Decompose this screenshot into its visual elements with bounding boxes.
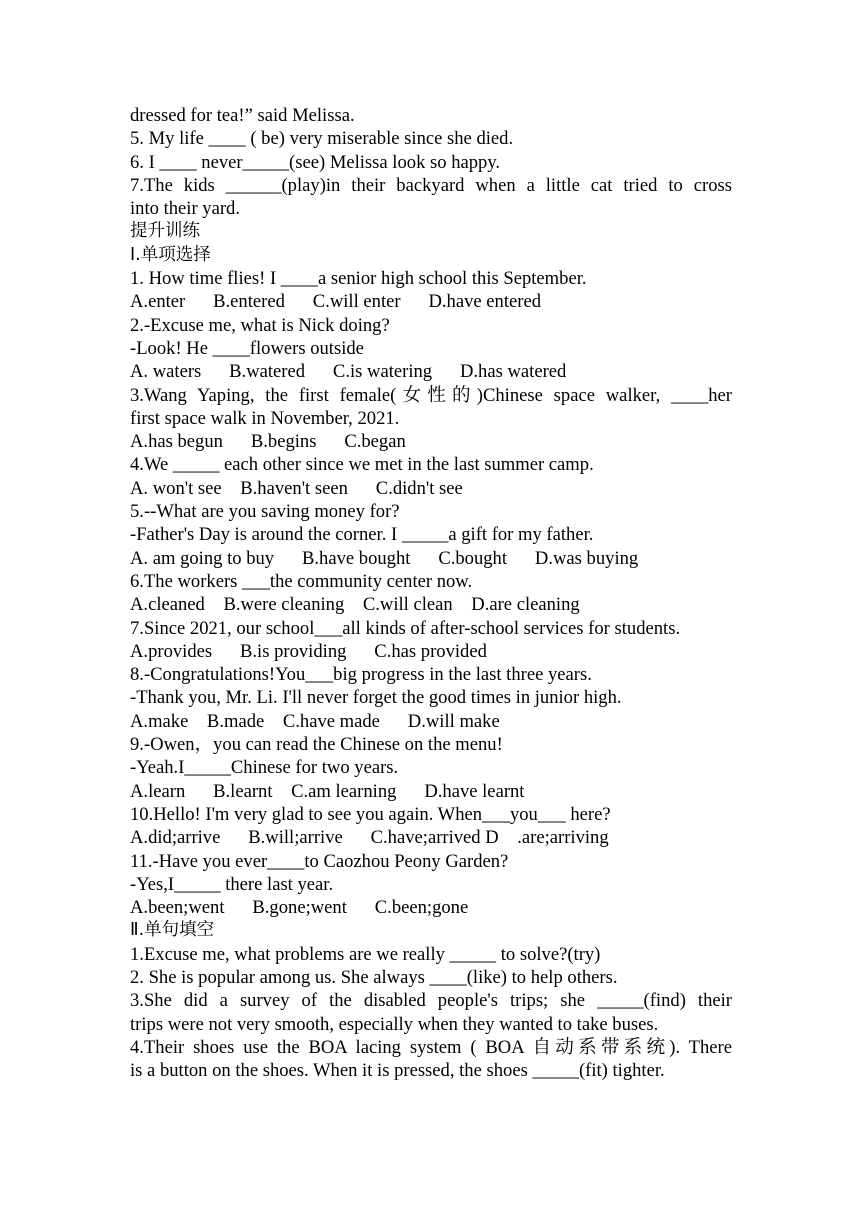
question-text: is a button on the shoes. When it is pressed, the shoes _____(fit) tighter. — [130, 1060, 665, 1082]
text-line: dressed for tea!” said Melissa. — [130, 105, 355, 126]
answer-options: A. won't see B.haven't seen C.didn't see — [130, 477, 463, 499]
question-text: 3.She did a survey of the disabled people's trips; she _____(find) their — [130, 990, 732, 1012]
answer-options: A.has begun B.begins C.began — [130, 431, 406, 453]
text-line: 5. My life ____ ( be) very miserable since she died. — [130, 128, 514, 150]
answer-options: A.did;arrive B.will;arrive C.have;arrived D .are;arriving — [130, 827, 609, 849]
question-text: 1.Excuse me, what problems are we really _____ to solve?(try) — [130, 943, 601, 965]
section-heading: 提升训练 — [130, 221, 200, 242]
answer-options: A.learn B.learnt C.am learning D.have learnt — [130, 780, 525, 802]
question-text: -Thank you, Mr. Li. I'll never forget the good times in junior high. — [130, 687, 622, 709]
text-line: 6. I ____ never_____(see) Melissa look so happy. — [130, 151, 501, 173]
question-text: 9.-Owen，you can read the Chinese on the menu! — [130, 734, 503, 756]
question-text: 10.Hello! I'm very glad to see you again. When___you___ here? — [130, 803, 611, 825]
answer-options: A. am going to buy B.have bought C.bought D.was buying — [130, 547, 639, 569]
answer-options: A.been;went B.gone;went C.been;gone — [130, 897, 469, 919]
question-text: first space walk in November, 2021. — [130, 407, 400, 429]
question-text: -Father's Day is around the corner. I _____a gift for my father. — [130, 524, 594, 546]
question-text: 2.-Excuse me, what is Nick doing? — [130, 314, 390, 336]
answer-options: A. waters B.watered C.is watering D.has watered — [130, 361, 567, 383]
question-text: 1. How time flies! I ____a senior high school this September. — [130, 268, 587, 290]
question-text: 8.-Congratulations!You___big progress in the last three years. — [130, 664, 592, 686]
document-page — [130, 104, 732, 1082]
section-heading: Ⅱ.单句填空 — [130, 920, 215, 941]
question-text: 6.The workers ___the community center now. — [130, 570, 473, 592]
answer-options: A.provides B.is providing C.has provided — [130, 640, 487, 662]
question-text: 2. She is popular among us. She always ____(like) to help others. — [130, 966, 618, 988]
answer-options: A.make B.made C.have made D.will make — [130, 710, 500, 732]
section-heading: Ⅰ.单项选择 — [130, 244, 211, 265]
answer-options: A.enter B.entered C.will enter D.have entered — [130, 291, 541, 313]
question-text: -Look! He ____flowers outside — [130, 337, 364, 359]
question-text: 7.Since 2021, our school___all kinds of after-school services for students. — [130, 617, 681, 639]
question-text: -Yes,I_____ there last year. — [130, 873, 334, 895]
answer-options: A.cleaned B.were cleaning C.will clean D.are cleaning — [130, 594, 580, 616]
question-text: 4.We _____ each other since we met in the last summer camp. — [130, 454, 594, 476]
question-text: 4.Their shoes use the BOA lacing system ( BOA 自动系带系统). There — [130, 1036, 732, 1058]
question-text: trips were not very smooth, especially when they wanted to take buses. — [130, 1013, 659, 1035]
question-text: -Yeah.I_____Chinese for two years. — [130, 757, 399, 779]
question-text: 11.-Have you ever____to Caozhou Peony Garden? — [130, 850, 509, 872]
question-text: 3.Wang Yaping, the first female(女性的)Chinese space walker, ____her — [130, 384, 732, 406]
text-line: 7.The kids ______(play)in their backyard when a little cat tried to cross — [130, 174, 732, 196]
text-line: into their yard. — [130, 198, 240, 220]
question-text: 5.--What are you saving money for? — [130, 501, 400, 523]
